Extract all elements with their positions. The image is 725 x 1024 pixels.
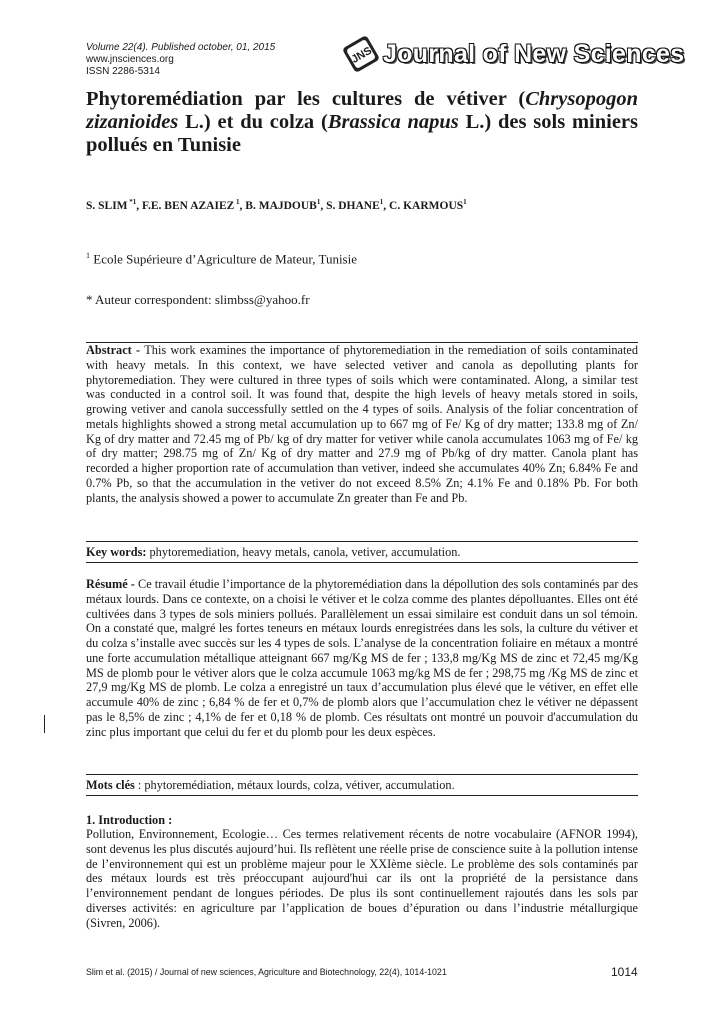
abstract: Abstract - This work examines the importance of phytoremediation in the remediation of soils contaminated with heavy metals. In this context, we have selected vetiver and canola as depolluting plants for phytoremediation. They were cultured in three types of soils which were contaminated. Along, a similar test was conducted in a control soil. It was found that, despite the high levels of heavy metals stored in soils, growing vetiver and canola successfully settled on the 4 types of soils. Analysis of the foliar concentration of metals highlights showed a strong metal accumulation up to 667 mg of Fe/ Kg of dry matter; 133.8 mg of Zn/ Kg of dry matter and 72.45 mg of Pb/ kg of dry matter for vetiver while canola accumulates 1063 mg of Fe/ kg of dry matter; 298.75 mg of Zn/ Kg of dry matter and 27.9 mg of Pb/kg of dry matter. Canola plant has recorded a higher proportion rate of accumulation than vetiver, indeed she accumulates 40% Zn; 6.84% Fe and 0.7% Pb, so that the accumulation in the vetiver do not exceed 8.5% Zn; 4.1% Fe and 0.18% Pb. For both plants, the analysis showed a power to accumulate Zn greater than Fe and Pb.: [86, 343, 638, 505]
mots-cles: Mots clés : phytoremédiation, métaux lourds, colza, vétiver, accumulation.: [86, 778, 455, 792]
margin-change-bar: [44, 715, 45, 733]
journal-issn: ISSN 2286-5314: [86, 66, 160, 77]
journal-logo: [343, 34, 685, 76]
journal-volume: Volume 22(4). Published october, 01, 2015: [86, 42, 276, 53]
affiliation: $^1$ Ecole Supérieure d’Agriculture de Mateur, Tunisie: [86, 251, 357, 267]
svg-text:JNS: JNS: [349, 44, 375, 66]
mots-cles-bottom-rule: [86, 795, 638, 796]
mots-cles-top-rule: [86, 774, 638, 775]
footer-citation: Slim et al. (2015) / Journal of new sciences, Agriculture and Biotechnology, 22(4), 1014-1021: [86, 967, 447, 977]
keywords-rule: [86, 562, 638, 563]
introduction-text: Pollution, Environnement, Ecologie… Ces termes relativement récents de notre vocabulaire (AFNOR 1994), sont devenus les plus discutés aujourd’hui. Ils reflètent une réelle prise de conscience suite à la pollution intense de l’environnement qui est un problème majeur pour le XXIème siècle. Le problème des sols contaminés par des métaux lourds est très préoccupant aujourd'hui car ils ont la propriété de la persistance dans l’environnement pendant de longues périodes. De plus ils sont continuellement rajoutés dans les sols par diverses activités: en agriculture par l’application de boues d’épuration ou dans l’industrie métallurgique (Sivren, 2006).: [86, 827, 638, 930]
page-number: 1014: [611, 965, 638, 979]
journal-seal-icon: [343, 36, 379, 72]
author-list: S. SLIM $^{*1}$, F.E. BEN AZAIEZ $^1$, B. MAJDOUB$^1$, S. DHANE$^1$, C. KARMOUS$^1$: [86, 198, 467, 212]
paper-title: Phytoremédiation par les cultures de vétiver (Chrysopogon zizanioides L.) et du colza (Brassica napus L.) des sols miniers pollués en Tunisie: [86, 88, 639, 156]
keywords: Key words: phytoremediation, heavy metals, canola, vetiver, accumulation.: [86, 545, 461, 559]
corresponding-author: * Auteur correspondent: slimbss@yahoo.fr: [86, 292, 310, 307]
resume: Résumé - Ce travail étudie l’importance de la phytoremédiation dans la dépollution des sols contaminés par des métaux lourds. Dans ce contexte, on a choisi le vétiver et le colza comme des plantes dépolluantes. Elles ont été cultivées dans 3 types de sols miniers pollués. Parallèlement un essai similaire est conduit dans un sol témoin. On a constaté que, malgré les fortes teneurs en métaux lourds enregistrées dans les sols, la culture du vétiver et du colza s’installe avec succès sur les 4 types de sols. L’analyse de la concentration foliaire en métaux a montré une forte accumulation métallique atteignant 667 mg/Kg MS de fer ; 133,8 mg/Kg MS de zinc et 72,45 mg/Kg MS de plomb pour le vétiver alors que le colza accumule 1063 mg/kg MS de fer ; 298,75 mg /Kg MS de zinc et 27,9 mg/Kg MS de plomb. Le colza a enregistré un taux d’accumulation plus élevé que le vétiver, en effet elle accumule 40% de zinc ; 6,84 % de fer et 0,7% de plomb alors que l’accumulation chez le vétiver ne dépassent pas le 8,5% de zinc ; 4,1% de fer et 0,18 % de plomb. Ces résultats ont montré un pouvoir d'accumulation du zinc plus important que celui du fer et du plomb pour les deux espèces.: [86, 577, 638, 739]
abstract-bottom-rule: [86, 541, 638, 542]
journal-logo-text: Journal of New Sciences: [383, 40, 685, 68]
journal-meta: [86, 42, 275, 78]
journal-website: www.jnsciences.org: [86, 54, 174, 65]
introduction-heading: 1. Introduction :: [86, 813, 173, 827]
